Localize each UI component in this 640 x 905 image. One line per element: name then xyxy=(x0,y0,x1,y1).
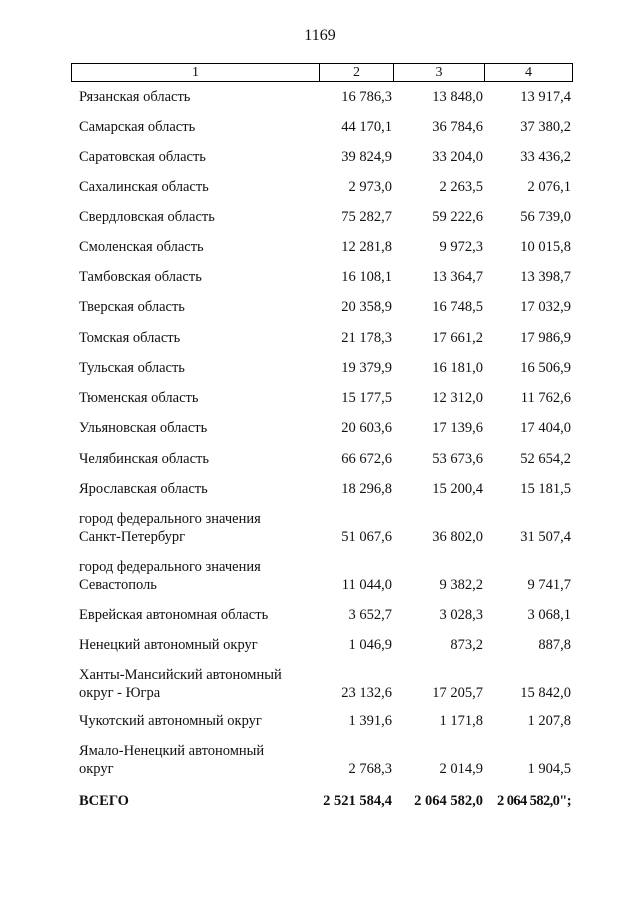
value-col-4: 52 654,2 xyxy=(520,451,571,467)
value-col-3: 3 028,3 xyxy=(439,607,483,623)
region-name xyxy=(79,510,309,546)
region-name-line: округ xyxy=(79,761,114,777)
value-col-2: 23 132,6 xyxy=(341,685,392,701)
region-name xyxy=(79,178,309,196)
value-col-3: 13 364,7 xyxy=(432,269,483,285)
region-name xyxy=(79,359,309,377)
value-col-4: 56 739,0 xyxy=(520,209,571,225)
region-name xyxy=(79,712,309,730)
value-col-2: 16 786,3 xyxy=(341,89,392,105)
region-name xyxy=(79,636,309,654)
region-name-line: Тульская область xyxy=(79,360,185,376)
value-col-2: 11 044,0 xyxy=(341,577,392,593)
value-col-4: 1 904,5 xyxy=(527,761,571,777)
region-name-line: Рязанская область xyxy=(79,89,191,105)
region-name-line: Самарская область xyxy=(79,119,196,135)
value-col-2: 15 177,5 xyxy=(341,390,392,406)
region-name xyxy=(79,389,309,407)
region-name xyxy=(79,558,309,594)
value-col-4: 13 398,7 xyxy=(520,269,571,285)
region-name xyxy=(79,329,309,347)
region-name-line: Саратовская область xyxy=(79,149,206,165)
value-col-3: 17 205,7 xyxy=(432,685,483,701)
value-col-2: 39 824,9 xyxy=(341,149,392,165)
region-name-line: Тверская область xyxy=(79,299,185,315)
value-col-4: 16 506,9 xyxy=(520,360,571,376)
value-col-2: 12 281,8 xyxy=(341,239,392,255)
value-col-2: 21 178,3 xyxy=(341,330,392,346)
value-col-2: 1 391,6 xyxy=(348,713,392,729)
value-col-4: 15 842,0 xyxy=(520,685,571,701)
region-name-line: Ямало-Ненецкий автономный xyxy=(79,743,265,759)
value-col-3: 1 171,8 xyxy=(439,713,483,729)
region-name xyxy=(79,268,309,286)
region-name-line: Ханты-Мансийский автономный xyxy=(79,667,282,683)
region-name-line: Томская область xyxy=(79,330,181,346)
value-col-4: 887,8 xyxy=(538,637,571,653)
value-col-2: 18 296,8 xyxy=(341,481,392,497)
value-col-4: 17 404,0 xyxy=(520,420,571,436)
region-name-line: город федерального значения xyxy=(79,511,261,527)
region-name-line: Еврейская автономная область xyxy=(79,607,269,623)
value-col-3: 12 312,0 xyxy=(432,390,483,406)
total-value-col-4: 2 064 582,0"; xyxy=(497,793,571,809)
region-name xyxy=(79,118,309,136)
column-header-table xyxy=(71,63,573,82)
value-col-3: 17 661,2 xyxy=(432,330,483,346)
region-name xyxy=(79,666,309,702)
value-col-4: 1 207,8 xyxy=(527,713,571,729)
value-col-4: 10 015,8 xyxy=(520,239,571,255)
value-col-4: 3 068,1 xyxy=(527,607,571,623)
value-col-3: 9 382,2 xyxy=(439,577,483,593)
region-name xyxy=(79,606,309,624)
region-name xyxy=(79,450,309,468)
region-name xyxy=(79,208,309,226)
value-col-2: 66 672,6 xyxy=(341,451,392,467)
region-name-line: Санкт-Петербург xyxy=(79,529,186,545)
value-col-3: 16 748,5 xyxy=(432,299,483,315)
region-name-line: Тюменская область xyxy=(79,390,199,406)
value-col-3: 15 200,4 xyxy=(432,481,483,497)
value-col-2: 1 046,9 xyxy=(348,637,392,653)
total-label: ВСЕГО xyxy=(79,793,129,809)
region-name-line: Ульяновская область xyxy=(79,420,208,436)
region-name-line: Ярославская область xyxy=(79,481,208,497)
value-col-4: 13 917,4 xyxy=(520,89,571,105)
region-name-line: Смоленская область xyxy=(79,239,204,255)
region-name-line: Ненецкий автономный округ xyxy=(79,637,258,653)
value-col-4: 17 032,9 xyxy=(520,299,571,315)
value-col-4: 2 076,1 xyxy=(527,179,571,195)
value-col-3: 59 222,6 xyxy=(432,209,483,225)
value-col-3: 36 784,6 xyxy=(432,119,483,135)
region-name xyxy=(79,742,309,778)
region-name-line: Севастополь xyxy=(79,577,157,593)
region-name-line: округ - Югра xyxy=(79,685,161,701)
value-col-3: 33 204,0 xyxy=(432,149,483,165)
value-col-2: 2 973,0 xyxy=(348,179,392,195)
column-header-2: 2 xyxy=(320,64,394,82)
region-name xyxy=(79,238,309,256)
value-col-2: 75 282,7 xyxy=(341,209,392,225)
region-name xyxy=(79,88,309,106)
region-name-line: город федерального значения xyxy=(79,559,261,575)
value-col-2: 16 108,1 xyxy=(341,269,392,285)
region-name xyxy=(79,480,309,498)
value-col-4: 33 436,2 xyxy=(520,149,571,165)
region-name-line: Челябинская область xyxy=(79,451,209,467)
region-name-line: Тамбовская область xyxy=(79,269,202,285)
column-header-4: 4 xyxy=(485,64,573,82)
value-col-4: 37 380,2 xyxy=(520,119,571,135)
region-name-line: Сахалинская область xyxy=(79,179,209,195)
value-col-2: 44 170,1 xyxy=(341,119,392,135)
value-col-4: 15 181,5 xyxy=(520,481,571,497)
total-value-col-2: 2 521 584,4 xyxy=(323,793,392,809)
total-value-col-3: 2 064 582,0 xyxy=(414,793,483,809)
value-col-4: 9 741,7 xyxy=(527,577,571,593)
region-name-line: Свердловская область xyxy=(79,209,215,225)
region-name xyxy=(79,298,309,316)
value-col-3: 2 014,9 xyxy=(439,761,483,777)
column-header-1: 1 xyxy=(72,64,320,82)
value-col-2: 3 652,7 xyxy=(348,607,392,623)
value-col-2: 2 768,3 xyxy=(348,761,392,777)
value-col-3: 13 848,0 xyxy=(432,89,483,105)
value-col-2: 20 358,9 xyxy=(341,299,392,315)
column-header-3: 3 xyxy=(394,64,485,82)
region-name-line: Чукотский автономный округ xyxy=(79,713,262,729)
page-number: 1169 xyxy=(304,27,336,44)
value-col-2: 51 067,6 xyxy=(341,529,392,545)
value-col-3: 17 139,6 xyxy=(432,420,483,436)
region-name xyxy=(79,419,309,437)
value-col-3: 9 972,3 xyxy=(439,239,483,255)
value-col-4: 17 986,9 xyxy=(520,330,571,346)
value-col-2: 19 379,9 xyxy=(341,360,392,376)
value-col-4: 31 507,4 xyxy=(520,529,571,545)
value-col-2: 20 603,6 xyxy=(341,420,392,436)
value-col-3: 2 263,5 xyxy=(439,179,483,195)
region-name xyxy=(79,148,309,166)
value-col-3: 53 673,6 xyxy=(432,451,483,467)
value-col-3: 16 181,0 xyxy=(432,360,483,376)
value-col-4: 11 762,6 xyxy=(520,390,571,406)
value-col-3: 36 802,0 xyxy=(432,529,483,545)
value-col-3: 873,2 xyxy=(450,637,483,653)
